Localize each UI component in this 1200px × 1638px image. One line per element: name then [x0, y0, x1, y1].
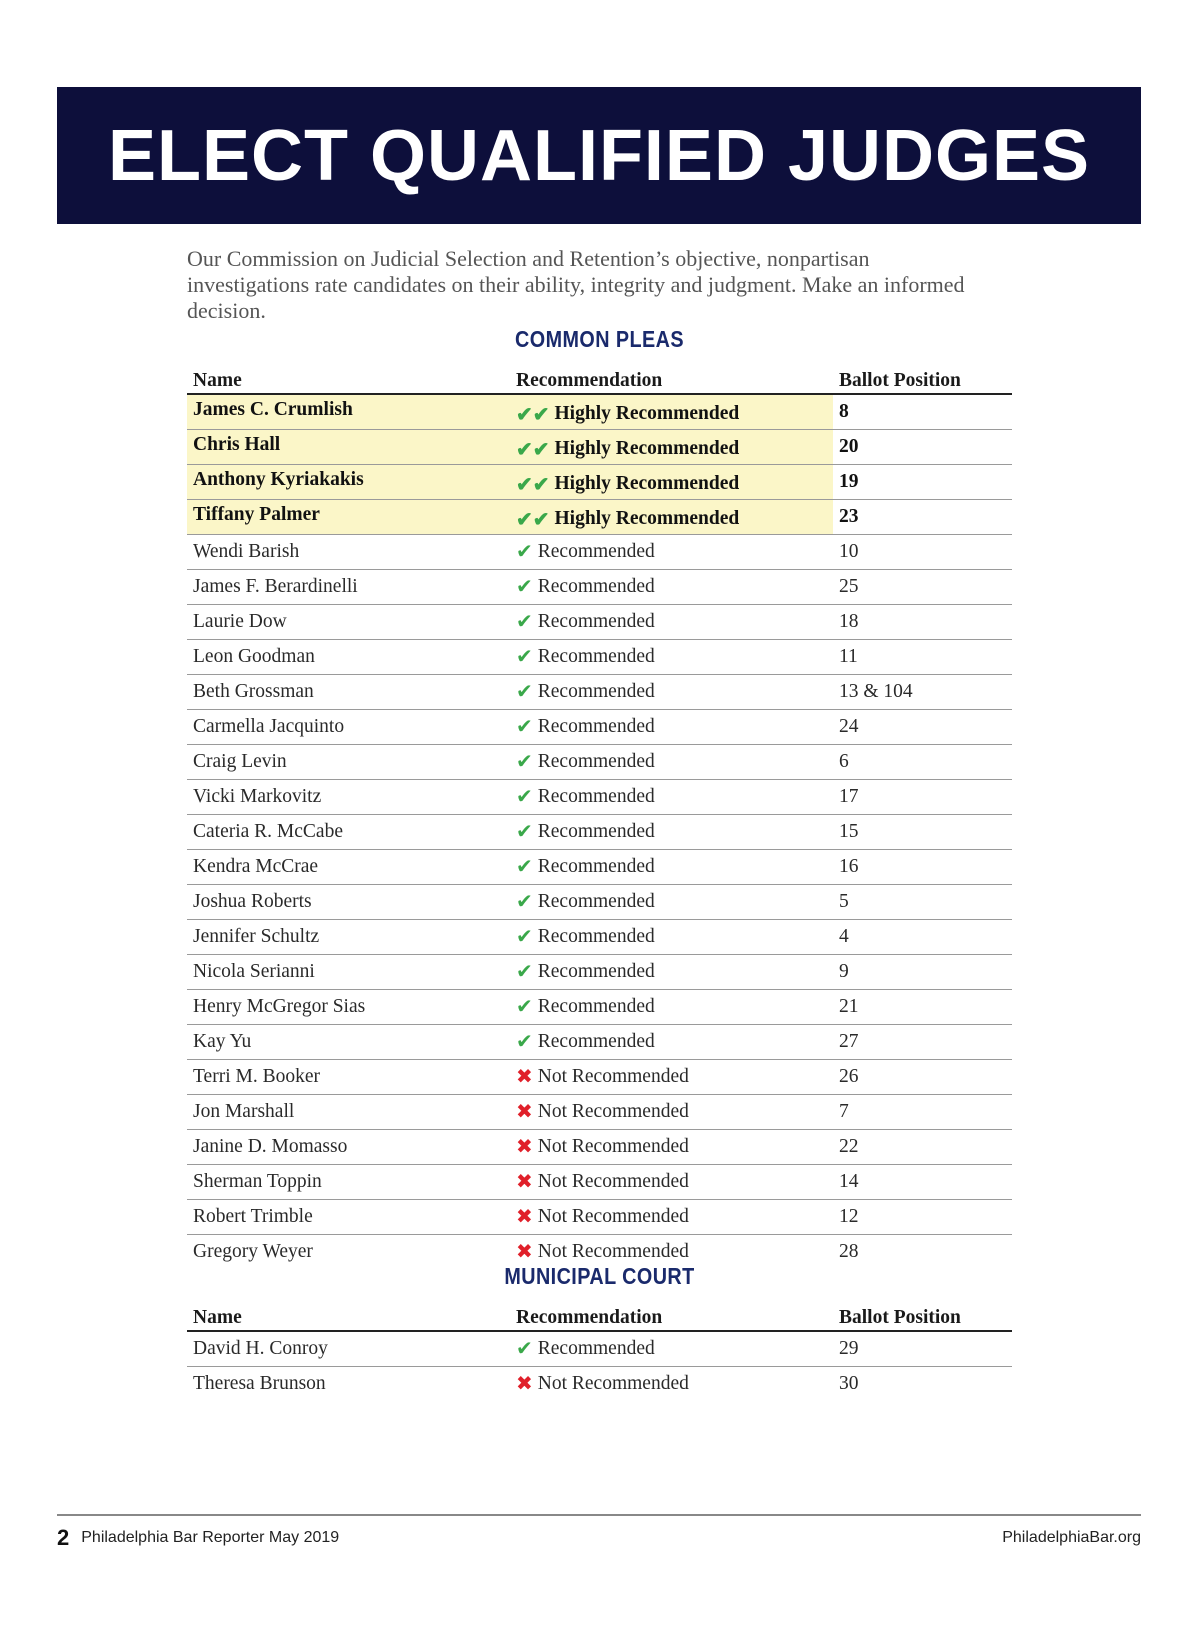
table-body — [187, 1332, 1012, 1401]
recommendation-label: Recommended — [537, 1031, 655, 1052]
table-row — [187, 605, 1012, 640]
recommendation-cell — [510, 1031, 833, 1053]
table-header — [187, 367, 1012, 395]
recommendation-label: Highly Recommended — [554, 438, 740, 459]
section-title-municipal-court: MUNICIPAL COURT — [504, 1263, 695, 1289]
ballot-position: 24 — [839, 716, 859, 737]
ballot-position: 7 — [839, 1101, 849, 1122]
page-footer — [57, 1525, 1141, 1551]
table-row — [187, 990, 1012, 1025]
table-row — [187, 920, 1012, 955]
table-row — [187, 955, 1012, 990]
recommendation-cell — [510, 1101, 833, 1123]
recommendation-label: Not Recommended — [537, 1136, 689, 1157]
check-icon: ✔ — [516, 716, 533, 738]
recommendation-label: Recommended — [537, 961, 655, 982]
cross-icon: ✖ — [516, 1171, 533, 1193]
ballot-position: 12 — [839, 1206, 859, 1227]
check-icon: ✔ — [516, 786, 533, 808]
check-icon: ✔ — [516, 1338, 533, 1360]
ballot-position: 21 — [839, 996, 859, 1017]
ballot-position: 8 — [839, 401, 849, 422]
candidate-name: Vicki Markovitz — [193, 786, 322, 807]
check-icon: ✔ — [516, 611, 533, 633]
ballot-position: 5 — [839, 891, 849, 912]
title-banner — [57, 87, 1141, 224]
check-icon: ✔ — [516, 751, 533, 773]
table-row — [187, 1165, 1012, 1200]
table-row — [187, 885, 1012, 920]
recommendation-label: Not Recommended — [537, 1171, 689, 1192]
header-recommendation: Recommendation — [516, 370, 663, 391]
recommendation-label: Recommended — [537, 716, 655, 737]
recommendation-label: Recommended — [537, 541, 655, 562]
candidate-name: Sherman Toppin — [193, 1171, 322, 1192]
ballot-position: 4 — [839, 926, 849, 947]
table-row — [187, 710, 1012, 745]
header-name: Name — [193, 370, 242, 391]
cross-icon: ✖ — [516, 1373, 533, 1395]
recommendation-cell — [510, 716, 833, 738]
recommendation-label: Recommended — [537, 996, 655, 1017]
ballot-position: 28 — [839, 1241, 859, 1262]
candidate-name: James C. Crumlish — [187, 395, 510, 429]
check-icon: ✔ — [516, 926, 533, 948]
candidate-name: Anthony Kyriakakis — [187, 465, 510, 499]
recommendation-cell — [510, 1206, 833, 1228]
candidate-name: Leon Goodman — [193, 646, 315, 667]
ballot-position: 20 — [839, 436, 859, 457]
recommendation-label: Recommended — [537, 926, 655, 947]
cross-icon: ✖ — [516, 1136, 533, 1158]
table-row — [187, 1367, 1012, 1401]
recommendation-label: Recommended — [537, 891, 655, 912]
cross-icon: ✖ — [516, 1241, 533, 1263]
page-number: 2 — [57, 1525, 70, 1550]
recommendation-label: Recommended — [537, 681, 655, 702]
candidate-name: Nicola Serianni — [193, 961, 315, 982]
table-row — [187, 640, 1012, 675]
recommendation-cell — [510, 1066, 833, 1088]
cross-icon: ✖ — [516, 1066, 533, 1088]
cross-icon: ✖ — [516, 1101, 533, 1123]
check-icon: ✔ — [516, 856, 533, 878]
recommendation-label: Recommended — [537, 576, 655, 597]
candidate-name: Henry McGregor Sias — [193, 996, 366, 1017]
publication-name: Philadelphia Bar Reporter May 2019 — [81, 1529, 340, 1546]
recommendation-cell — [510, 751, 833, 773]
ballot-position: 18 — [839, 611, 859, 632]
recommendation-cell — [510, 541, 833, 563]
recommendation-label: Highly Recommended — [554, 508, 740, 529]
recommendation-cell — [510, 926, 833, 948]
recommendation-label: Not Recommended — [537, 1373, 689, 1394]
page-title: ELECT QUALIFIED JUDGES — [107, 115, 1091, 196]
table-body — [187, 395, 1012, 1269]
header-name: Name — [193, 1307, 242, 1328]
table-row — [187, 850, 1012, 885]
recommendation-cell — [510, 395, 833, 429]
header-recommendation: Recommendation — [516, 1307, 663, 1328]
check-icon: ✔ — [516, 891, 533, 913]
check-icon: ✔ — [516, 646, 533, 668]
recommendation-cell — [510, 821, 833, 843]
header-ballot-position: Ballot Position — [839, 1307, 961, 1328]
recommendation-label: Recommended — [537, 646, 655, 667]
ballot-position: 22 — [839, 1136, 859, 1157]
table-row — [187, 1332, 1012, 1367]
candidate-name: Kendra McCrae — [193, 856, 319, 877]
recommendation-cell — [510, 646, 833, 668]
candidate-name: Tiffany Palmer — [187, 500, 510, 534]
ballot-position: 17 — [839, 786, 859, 807]
table-row — [187, 1095, 1012, 1130]
double-check-icon: ✔✔ — [516, 439, 550, 461]
candidate-name: Jon Marshall — [193, 1101, 295, 1122]
recommendation-cell — [510, 681, 833, 703]
table-row — [187, 570, 1012, 605]
ballot-position: 11 — [839, 646, 858, 667]
double-check-icon: ✔✔ — [516, 509, 550, 531]
recommendation-label: Not Recommended — [537, 1206, 689, 1227]
candidate-name: Joshua Roberts — [193, 891, 312, 912]
section-title-common-pleas: COMMON PLEAS — [515, 326, 684, 352]
recommendation-label: Recommended — [537, 786, 655, 807]
recommendation-cell — [510, 891, 833, 913]
table-row — [187, 1060, 1012, 1095]
common-pleas-table — [187, 367, 1012, 1269]
footer-divider — [57, 1514, 1141, 1516]
recommendation-label: Highly Recommended — [554, 473, 740, 494]
ballot-position: 10 — [839, 541, 859, 562]
double-check-icon: ✔✔ — [516, 474, 550, 496]
recommendation-cell — [510, 1136, 833, 1158]
ballot-position: 6 — [839, 751, 849, 772]
check-icon: ✔ — [516, 821, 533, 843]
candidate-name: Janine D. Momasso — [193, 1136, 348, 1157]
ballot-position: 27 — [839, 1031, 859, 1052]
candidate-name: Gregory Weyer — [193, 1241, 313, 1262]
table-row — [187, 535, 1012, 570]
ballot-position: 16 — [839, 856, 859, 877]
candidate-name: Craig Levin — [193, 751, 287, 772]
cross-icon: ✖ — [516, 1206, 533, 1228]
table-row — [187, 500, 1012, 535]
table-row — [187, 1025, 1012, 1060]
check-icon: ✔ — [516, 576, 533, 598]
candidate-name: Theresa Brunson — [193, 1373, 326, 1394]
table-row — [187, 780, 1012, 815]
header-ballot-position: Ballot Position — [839, 370, 961, 391]
check-icon: ✔ — [516, 681, 533, 703]
recommendation-label: Recommended — [537, 1338, 655, 1359]
check-icon: ✔ — [516, 541, 533, 563]
ballot-position: 9 — [839, 961, 849, 982]
recommendation-cell — [510, 1171, 833, 1193]
recommendation-label: Not Recommended — [537, 1241, 689, 1262]
recommendation-label: Not Recommended — [537, 1066, 689, 1087]
candidate-name: Laurie Dow — [193, 611, 287, 632]
candidate-name: Jennifer Schultz — [193, 926, 320, 947]
ballot-position: 14 — [839, 1171, 859, 1192]
double-check-icon: ✔✔ — [516, 404, 550, 426]
ballot-position: 15 — [839, 821, 859, 842]
recommendation-label: Recommended — [537, 611, 655, 632]
table-row — [187, 815, 1012, 850]
municipal-court-table — [187, 1304, 1012, 1401]
check-icon: ✔ — [516, 996, 533, 1018]
candidate-name: Kay Yu — [193, 1031, 252, 1052]
recommendation-cell — [510, 961, 833, 983]
table-row — [187, 745, 1012, 780]
ballot-position: 30 — [839, 1373, 859, 1394]
candidate-name: Terri M. Booker — [193, 1066, 320, 1087]
table-row — [187, 465, 1012, 500]
check-icon: ✔ — [516, 1031, 533, 1053]
candidate-name: Carmella Jacquinto — [193, 716, 345, 737]
recommendation-cell — [510, 611, 833, 633]
recommendation-cell — [510, 500, 833, 534]
recommendation-label: Recommended — [537, 821, 655, 842]
recommendation-label: Not Recommended — [537, 1101, 689, 1122]
candidate-name: Robert Trimble — [193, 1206, 313, 1227]
recommendation-cell — [510, 430, 833, 464]
table-row — [187, 1130, 1012, 1165]
recommendation-cell — [510, 1373, 833, 1395]
recommendation-cell — [510, 856, 833, 878]
recommendation-cell — [510, 786, 833, 808]
recommendation-label: Recommended — [537, 856, 655, 877]
recommendation-cell — [510, 576, 833, 598]
candidate-name: James F. Berardinelli — [193, 576, 358, 597]
candidate-name: Wendi Barish — [193, 541, 300, 562]
recommendation-label: Highly Recommended — [554, 403, 740, 424]
ballot-position: 13 & 104 — [839, 681, 913, 702]
recommendation-cell — [510, 465, 833, 499]
table-row — [187, 395, 1012, 430]
check-icon: ✔ — [516, 961, 533, 983]
ballot-position: 19 — [839, 471, 859, 492]
table-row — [187, 430, 1012, 465]
recommendation-cell — [510, 1241, 833, 1263]
table-row — [187, 1200, 1012, 1235]
recommendation-cell — [510, 996, 833, 1018]
recommendation-label: Recommended — [537, 751, 655, 772]
candidate-name: Beth Grossman — [193, 681, 314, 702]
ballot-position: 23 — [839, 506, 859, 527]
website-link[interactable]: PhiladelphiaBar.org — [1002, 1529, 1141, 1546]
intro-paragraph: Our Commission on Judicial Selection and Retention’s objective, nonpartisan investigations rate candidates on their ability, integrity and judgment. Make an informed decision. — [187, 246, 965, 323]
recommendation-cell — [510, 1338, 833, 1360]
candidate-name: Cateria R. McCabe — [193, 821, 343, 842]
candidate-name: David H. Conroy — [193, 1338, 328, 1359]
ballot-position: 25 — [839, 576, 859, 597]
candidate-name: Chris Hall — [187, 430, 510, 464]
ballot-position: 29 — [839, 1338, 859, 1359]
ballot-position: 26 — [839, 1066, 859, 1087]
table-row — [187, 675, 1012, 710]
table-header — [187, 1304, 1012, 1332]
